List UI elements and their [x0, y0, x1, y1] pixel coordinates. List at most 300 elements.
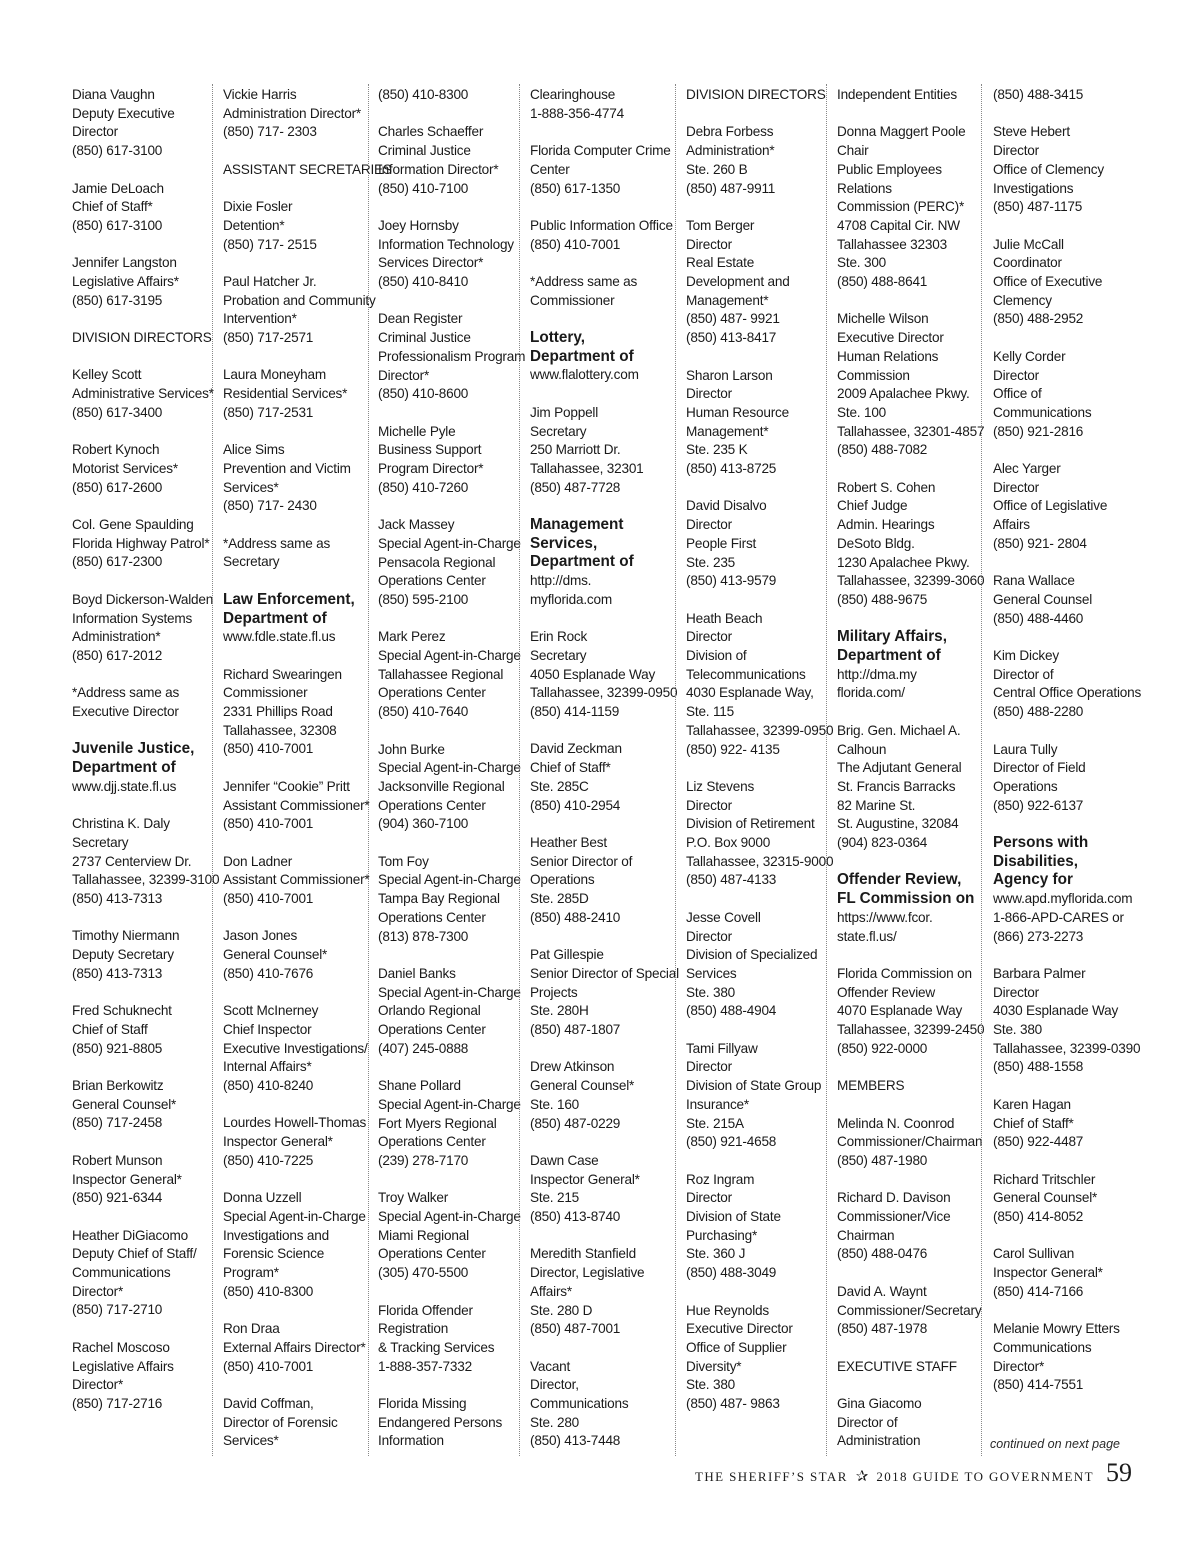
entry-line: Jamie DeLoach — [72, 180, 164, 196]
entry-line: Charles Schaeffer — [378, 124, 484, 140]
entry-line: Director — [72, 124, 118, 140]
entry-line: Debra Forbess — [686, 124, 774, 140]
entry-line: (850) 410-8600 — [378, 386, 469, 402]
entry-line: (850) 617-2012 — [72, 647, 163, 663]
entry-line: (850) 487-1978 — [837, 1321, 928, 1337]
entry-line: Office of Clemency — [993, 161, 1104, 177]
entry-line: Intervention* — [223, 311, 297, 327]
entry-line: Management* — [686, 292, 769, 308]
entry-line: Office of Supplier — [686, 1339, 787, 1355]
entry-line: Donna Uzzell — [223, 1190, 302, 1206]
entry-line: General Counsel* — [530, 1078, 635, 1094]
entry-line: Melinda N. Coonrod — [837, 1115, 955, 1131]
entry-line: Richard D. Davison — [837, 1190, 951, 1206]
entry-line: (850) 413-9579 — [686, 573, 777, 589]
entry-line: Rana Wallace — [993, 573, 1075, 589]
entry-line: Tallahassee, 32399-2450 — [837, 1022, 985, 1038]
entry-line: Deputy Secretary — [72, 947, 174, 963]
entry-line: Division of — [686, 648, 747, 664]
entry-line: Director — [686, 1190, 732, 1206]
directory-entry — [223, 198, 371, 254]
entry-line: Endangered Persons — [378, 1414, 503, 1430]
entry-line: (850) 410-8410 — [378, 274, 469, 289]
directory-entry — [72, 366, 220, 422]
entry-line: Assistant Commissioner* — [223, 797, 370, 813]
directory-entry — [993, 1096, 1141, 1152]
directory-column-4 — [530, 86, 678, 1470]
entry-line: (850) 487- 9921 — [686, 311, 780, 327]
agency-listing — [993, 834, 1141, 946]
entry-line: (850) 414-7166 — [993, 1283, 1084, 1299]
entry-line: Julie McCall — [993, 236, 1064, 252]
entry-line: General Counsel* — [993, 1190, 1098, 1206]
entry-line: (850) 413-8725 — [686, 461, 777, 477]
entry-line: (850) 922- 4135 — [686, 741, 780, 757]
entry-line: Chairman — [837, 1227, 895, 1243]
agency-listing — [530, 516, 678, 610]
entry-line: Director* — [72, 1377, 124, 1393]
entry-line: Central Office Operations — [993, 685, 1142, 701]
entry-line: (850) 488-2280 — [993, 704, 1084, 720]
directory-entry — [72, 329, 220, 348]
entry-line: (850) 487-7001 — [530, 1321, 621, 1337]
entry-line: (850) 921-2816 — [993, 423, 1084, 439]
directory-entry — [993, 348, 1141, 442]
entry-line: Heather Best — [530, 834, 607, 850]
directory-entry — [837, 123, 985, 291]
directory-entry — [72, 1152, 220, 1208]
page-number: 59 — [1106, 1458, 1132, 1487]
agency-heading — [530, 516, 678, 572]
entry-line: Ste. 380 — [993, 1022, 1043, 1038]
entry-line: Clemency — [993, 292, 1052, 308]
entry-line: Criminal Justice — [378, 330, 471, 346]
entry-line: Daniel Banks — [378, 965, 456, 981]
entry-line: Ste. 285D — [530, 891, 589, 907]
entry-line: Special Agent-in-Charge — [378, 1096, 521, 1112]
directory-entry — [686, 1302, 834, 1414]
entry-line: Karen Hagan — [993, 1096, 1071, 1112]
entry-line: Pat Gillespie — [530, 947, 604, 963]
entry-line: Special Agent-in-Charge — [378, 535, 521, 551]
entry-line: Operations Center — [378, 1246, 486, 1262]
entry-line: (850) 487-1980 — [837, 1152, 928, 1168]
entry-line: Director — [993, 984, 1039, 1000]
entry-line: Ste. 215A — [686, 1115, 744, 1131]
entry-line: Drew Atkinson — [530, 1059, 615, 1075]
entry-line: Information Systems — [72, 610, 193, 626]
entry-line: Special Agent-in-Charge — [378, 984, 521, 1000]
entry-line: Director — [686, 236, 732, 252]
entry-line: (850) 488-7082 — [837, 442, 928, 458]
entry-line: Robert Munson — [72, 1152, 163, 1168]
entry-line: Chief of Staff* — [530, 760, 611, 776]
entry-line: Director* — [993, 1358, 1045, 1374]
entry-line: Chair — [837, 143, 869, 159]
entry-line: Operations — [993, 778, 1058, 794]
entry-line: Michelle Pyle — [378, 423, 456, 439]
entry-line: Development and — [686, 274, 790, 289]
column-divider — [368, 84, 369, 1456]
entry-line: Orlando Regional — [378, 1003, 481, 1019]
entry-line: Services* — [223, 1433, 279, 1449]
directory-entry — [378, 310, 526, 404]
entry-line: Jacksonville Regional — [378, 778, 505, 794]
directory-entry — [530, 1245, 678, 1339]
entry-line: Public Employees — [837, 161, 942, 177]
entry-line: Administration — [837, 1433, 921, 1449]
directory-entry — [223, 778, 371, 834]
agency-website: http://dma.my — [837, 666, 917, 682]
entry-line: Steve Hebert — [993, 124, 1070, 140]
directory-entry — [837, 310, 985, 460]
entry-line: Tallahassee, 32399-3100 — [72, 872, 220, 888]
entry-line: 1-888-357-7332 — [378, 1358, 472, 1374]
entry-line: Division of Retirement — [686, 816, 815, 832]
entry-line: Ste. 380 — [686, 1377, 736, 1393]
entry-line: Alec Yarger — [993, 461, 1061, 476]
entry-line: Services Director* — [378, 255, 484, 271]
directory-entry — [378, 423, 526, 498]
entry-line: Director — [686, 517, 732, 533]
entry-line: (850) 414-1159 — [530, 704, 620, 720]
entry-line: (850) 410-2954 — [530, 797, 621, 813]
entry-line: Investigations — [993, 180, 1074, 196]
directory-entry — [530, 273, 678, 310]
entry-line: Management* — [686, 423, 769, 439]
entry-line: Internal Affairs* — [223, 1059, 312, 1075]
entry-line: Director* — [72, 1283, 124, 1299]
directory-entry — [530, 1058, 678, 1133]
directory-entry — [837, 722, 985, 853]
entry-line: Assistant Commissioner* — [223, 872, 370, 888]
directory-entry — [686, 123, 834, 198]
entry-line: (850) 617-3100 — [72, 217, 163, 233]
entry-line: Mark Perez — [378, 629, 446, 645]
entry-line: Heather DiGiacomo — [72, 1227, 188, 1243]
entry-line: (850) 488-1558 — [993, 1059, 1084, 1075]
directory-entry — [530, 1152, 678, 1227]
entry-line: Division of State Group — [686, 1078, 822, 1094]
entry-line: Projects — [530, 984, 578, 1000]
directory-entry — [378, 853, 526, 947]
entry-line: (850) 717- 2515 — [223, 236, 317, 252]
entry-line: (850) 410-8300 — [378, 87, 469, 102]
entry-line: Melanie Mowry Etters — [993, 1321, 1120, 1337]
directory-entry — [686, 778, 834, 890]
entry-line: Operations — [530, 872, 595, 888]
directory-entry — [72, 516, 220, 572]
entry-line: Communications — [993, 1339, 1092, 1355]
entry-line: (850) 487-1175 — [993, 199, 1083, 215]
entry-line: Ste. 235 — [686, 554, 736, 570]
entry-line: Richard Tritschler — [993, 1171, 1096, 1187]
agency-heading-line: Juvenile Justice, — [72, 740, 195, 758]
agency-heading-line: Disabilities, — [993, 852, 1079, 870]
column-divider — [675, 84, 676, 1456]
entry-line: Ste. 280 — [530, 1414, 580, 1430]
entry-line: Operations Center — [378, 797, 486, 813]
entry-line: General Counsel* — [223, 947, 328, 963]
entry-line: Independent Entities — [837, 87, 957, 102]
entry-line: Heath Beach — [686, 610, 763, 626]
agency-heading-line: Services, — [530, 534, 598, 552]
entry-line: 4070 Esplanade Way — [837, 1003, 963, 1019]
entry-line: Tallahassee, 32399-0390 — [993, 1040, 1141, 1056]
entry-line: Chief of Staff — [72, 1021, 148, 1037]
entry-line: Registration — [378, 1321, 449, 1337]
entry-line: (850) 410-7001 — [223, 816, 314, 832]
entry-line: Tallahassee, 32315-9000 — [686, 853, 834, 869]
agency-heading — [72, 740, 220, 777]
directory-entry — [993, 572, 1141, 628]
entry-line: Executive Director — [686, 1321, 793, 1337]
directory-entry — [530, 740, 678, 815]
directory-entry — [686, 909, 834, 1021]
entry-line: Affairs — [993, 517, 1030, 533]
column-divider — [212, 84, 213, 1456]
entry-line: (850) 717-2571 — [223, 330, 314, 346]
entry-line: Sharon Larson — [686, 367, 773, 383]
entry-line: Deputy Executive — [72, 105, 175, 121]
directory-entry — [686, 86, 834, 105]
entry-line: (850) 414-8052 — [993, 1209, 1084, 1225]
directory-entry — [223, 853, 371, 909]
entry-line: Human Relations — [837, 348, 939, 364]
entry-line: (850) 410-7225 — [223, 1152, 314, 1168]
entry-line: Dawn Case — [530, 1152, 599, 1168]
entry-line: Operations Center — [378, 685, 486, 701]
entry-line: Erin Rock — [530, 629, 588, 645]
agency-website: florida.com/ — [837, 685, 905, 701]
entry-line: (850) 922-6137 — [993, 797, 1084, 813]
entry-line: (850) 717- 2303 — [223, 124, 317, 140]
entry-line: (850) 410-7001 — [223, 1358, 314, 1374]
entry-line: Joey Hornsby — [378, 217, 459, 233]
entry-line: Ron Draa — [223, 1321, 280, 1337]
directory-entry — [686, 217, 834, 348]
agency-website: www.apd.myflorida.com — [993, 891, 1133, 907]
entry-line: Legislative Affairs — [72, 1358, 174, 1374]
entry-line: Administration* — [72, 629, 161, 645]
entry-line: Dean Register — [378, 311, 463, 327]
column-divider — [826, 84, 827, 1456]
entry-line: Director of Field — [993, 760, 1086, 776]
entry-line: Donna Maggert Poole — [837, 124, 966, 140]
agency-website: state.fl.us/ — [837, 928, 897, 944]
entry-line: Prevention and Victim — [223, 460, 351, 476]
entry-line: (850) 487-7728 — [530, 479, 621, 495]
entry-line: Public Information Office — [530, 217, 673, 233]
agency-heading-line: Department of — [530, 347, 634, 365]
entry-line: Legislative Affairs* — [72, 274, 179, 289]
entry-line: (305) 470-5500 — [378, 1265, 469, 1281]
entry-line: Tallahassee Regional — [378, 666, 504, 682]
entry-line: Ste. 115 — [686, 704, 735, 720]
agency-heading-line: Law Enforcement, — [223, 590, 355, 608]
agency-heading-line: Management — [530, 516, 624, 534]
entry-line: Chief Inspector — [223, 1021, 312, 1037]
entry-line: Director — [686, 386, 732, 402]
directory-entry — [72, 1227, 220, 1321]
agency-listing — [837, 871, 985, 946]
entry-line: Director, — [530, 1377, 579, 1393]
directory-entry — [72, 815, 220, 909]
entry-line: Executive Director — [837, 330, 944, 346]
entry-line: Relations — [837, 180, 892, 196]
agency-website: (866) 273-2273 — [993, 928, 1084, 944]
entry-line: Ste. 380 — [686, 984, 736, 1000]
entry-line: Ste. 280H — [530, 1003, 589, 1019]
agency-heading — [993, 834, 1141, 890]
entry-line: Special Agent-in-Charge — [378, 760, 521, 776]
entry-line: (850) 488-2410 — [530, 909, 621, 925]
entry-line: Center — [530, 161, 570, 177]
entry-line: Director of — [837, 1414, 898, 1430]
entry-line: 2737 Centerview Dr. — [72, 853, 192, 869]
entry-line: (407) 245-0888 — [378, 1040, 469, 1056]
publication-title: THE SHERIFF’S STAR — [695, 1469, 848, 1484]
entry-line: Operations Center — [378, 909, 486, 925]
entry-line: Director of Forensic — [223, 1414, 338, 1430]
entry-line: Office of Executive — [993, 274, 1103, 289]
entry-line: Criminal Justice — [378, 143, 471, 159]
directory-entry — [378, 965, 526, 1059]
entry-line: (850) 717-2710 — [72, 1302, 163, 1318]
entry-line: Florida Commission on — [837, 965, 972, 981]
entry-line: Professionalism Program — [378, 348, 526, 364]
agency-heading-line: FL Commission on — [837, 890, 975, 908]
directory-entry — [223, 666, 371, 760]
entry-line: (850) 413-8417 — [686, 330, 777, 346]
entry-line: *Address same as — [72, 685, 180, 701]
agency-heading-line: Department of — [223, 609, 327, 627]
entry-line: Vickie Harris — [223, 87, 297, 102]
entry-line: Executive Investigations/ — [223, 1040, 368, 1056]
entry-line: Meredith Stanfield — [530, 1246, 636, 1262]
entry-line: (904) 823-0364 — [837, 835, 928, 851]
directory-entry — [223, 927, 371, 983]
entry-line: (850) 414-7551 — [993, 1377, 1084, 1393]
directory-entry — [993, 965, 1141, 1077]
entry-line: 1230 Apalachee Pkwy. — [837, 554, 970, 570]
entry-line: Division of State — [686, 1209, 781, 1225]
directory-entry — [837, 965, 985, 1059]
entry-line: (850) 717-2531 — [223, 404, 314, 420]
entry-line: Forensic Science — [223, 1246, 325, 1262]
entry-line: Secretary — [530, 647, 587, 663]
entry-line: Real Estate — [686, 255, 755, 271]
entry-line: Special Agent-in-Charge — [378, 1209, 521, 1225]
entry-line: St. Francis Barracks — [837, 778, 956, 794]
directory-entry — [223, 1395, 371, 1451]
entry-line: Tom Foy — [378, 853, 429, 869]
directory-entry — [72, 86, 220, 161]
entry-line: Inspector General* — [72, 1171, 182, 1187]
directory-entry — [378, 123, 526, 198]
directory-entry — [72, 1002, 220, 1058]
entry-line: Richard Swearingen — [223, 666, 342, 682]
entry-line: Office of Legislative — [993, 498, 1108, 514]
entry-line: 4050 Esplanade Way — [530, 666, 656, 682]
entry-line: Residential Services* — [223, 386, 348, 402]
directory-entry — [837, 1189, 985, 1264]
directory-entry — [530, 404, 678, 498]
entry-line: Communications — [72, 1265, 171, 1281]
entry-line: Secretary — [530, 423, 587, 439]
agency-website: 1-866-APD-CARES or — [993, 909, 1124, 925]
entry-line: (850) 413-8740 — [530, 1209, 621, 1224]
directory-entry — [223, 1002, 371, 1096]
entry-line: (850) 487-4133 — [686, 872, 777, 888]
directory-entry — [530, 946, 678, 1040]
directory-entry — [223, 1189, 371, 1301]
entry-line: Tallahassee, 32399-0950 — [530, 685, 678, 701]
entry-line: Liz Stevens — [686, 778, 755, 794]
agency-website: http://dms. — [530, 573, 592, 589]
entry-line: (850) 410-7001 — [223, 891, 314, 907]
entry-line: (850) 410-7260 — [378, 479, 469, 495]
directory-entry — [993, 1245, 1141, 1301]
entry-line: Inspector General* — [530, 1171, 640, 1187]
entry-line: (850) 487-1807 — [530, 1022, 621, 1037]
entry-line: 1-888-356-4774 — [530, 105, 624, 121]
entry-line: Robert S. Cohen — [837, 479, 936, 495]
entry-line: Inspector General* — [223, 1134, 333, 1150]
entry-line: Ste. 285C — [530, 778, 589, 794]
entry-line: DIVISION DIRECTORS — [686, 87, 826, 102]
entry-line: Chief of Staff* — [993, 1115, 1074, 1131]
entry-line: Miami Regional — [378, 1227, 469, 1243]
directory-entry — [686, 1171, 834, 1283]
entry-line: Robert Kynoch — [72, 442, 160, 458]
entry-line: Florida Computer Crime — [530, 143, 671, 159]
entry-line: Communications — [530, 1396, 629, 1411]
entry-line: Administration* — [686, 143, 775, 159]
agency-heading — [530, 329, 678, 366]
directory-entry — [837, 1358, 985, 1377]
directory-entry — [530, 628, 678, 722]
entry-line: (850) 488-3049 — [686, 1265, 777, 1281]
entry-line: DIVISION DIRECTORS — [72, 330, 212, 346]
entry-line: (813) 878-7300 — [378, 928, 469, 944]
entry-line: Ste. 360 J — [686, 1246, 746, 1262]
entry-line: Information Technology — [378, 236, 514, 252]
entry-line: & Tracking Services — [378, 1339, 495, 1355]
entry-line: (850) 617-3195 — [72, 292, 163, 308]
star-icon: ✰ — [855, 1469, 869, 1485]
entry-line: Special Agent-in-Charge — [378, 872, 521, 888]
directory-entry — [378, 628, 526, 722]
directory-entry — [378, 1395, 526, 1451]
entry-line: Ste. 260 B — [686, 161, 748, 177]
entry-line: Vacant — [530, 1358, 571, 1374]
directory-entry — [530, 86, 678, 123]
entry-line: Director of — [993, 666, 1054, 682]
entry-line: Services — [686, 965, 737, 981]
entry-line: (850) 921-8805 — [72, 1040, 163, 1056]
entry-line: (850) 488-3415 — [993, 87, 1084, 102]
entry-line: Detention* — [223, 217, 285, 233]
entry-line: (850) 488-4904 — [686, 1003, 777, 1019]
entry-line: Administration Director* — [223, 105, 361, 121]
entry-line: (850) 413-7313 — [72, 965, 163, 981]
entry-line: Kim Dickey — [993, 648, 1059, 663]
entry-line: Director — [993, 143, 1039, 159]
entry-line: DeSoto Bldg. — [837, 535, 915, 551]
directory-entry — [993, 1171, 1141, 1227]
entry-line: Director* — [378, 367, 430, 383]
